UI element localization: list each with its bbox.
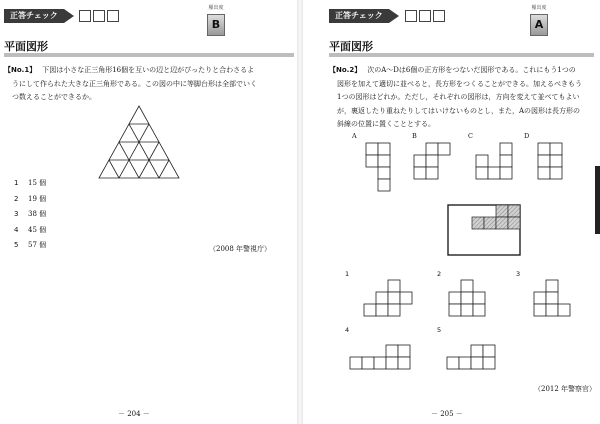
frequency-label: 頻出度 [208, 5, 224, 11]
option-label-2: 2 [437, 270, 442, 278]
edge-thumb-tab [595, 166, 600, 234]
option-label-5: 5 [437, 326, 442, 334]
figure-b [413, 142, 451, 180]
figure-a [365, 142, 391, 192]
option-figure-5[interactable] [446, 344, 496, 370]
figure-label-b: B [412, 132, 417, 140]
question-text: 【No.2】 次のA～Dは6個の正方形をつないだ図形である。これにもう1つの 図形を加えて適切に並べると，長方形をつくることができる。加えるべきもう 1つの図形はどれか。ただし，それぞれの図形は，方向を変えて並べてもよい が，裏返したり重ねたりしてはいけないものとし，また，Aの図形は長方形の 斜線の位置に置くこととする。 [329, 66, 582, 128]
right-page [303, 0, 600, 424]
check-box-2[interactable] [93, 10, 105, 22]
figure-d [537, 142, 563, 180]
option-figure-2[interactable] [448, 279, 486, 317]
option-3[interactable]: 3 38 個 [14, 210, 47, 218]
frequency-badge [524, 4, 554, 38]
option-1[interactable]: 1 15 個 [14, 179, 47, 187]
source-citation: （2008 年警視庁） [209, 245, 272, 253]
frequency-grade: B [207, 14, 225, 36]
section-underline [329, 53, 594, 57]
option-label-4: 4 [345, 326, 350, 334]
option-figure-3[interactable] [533, 279, 571, 317]
answer-options [14, 178, 46, 256]
check-box-1[interactable] [79, 10, 91, 22]
section-underline [4, 53, 294, 57]
question-number: 【No.1】 [4, 66, 37, 74]
answer-check-tab: 正答チェック [329, 9, 389, 23]
page-number: － 205 － [431, 410, 463, 418]
option-2[interactable]: 2 19 個 [14, 194, 47, 203]
question-number: 【No.2】 [329, 66, 362, 74]
figure-label-a: A [352, 132, 357, 140]
question-text: 【No.1】 下図は小さな正三角形16個を互いの辺と辺がぴったりと合わさるよ うにして作られた大きな正三角形である。この図の中に等脚台形は全部でいく つ数えることができるか。 [4, 66, 257, 101]
page-number: － 204 － [118, 410, 150, 418]
section-title: 平面図形 [4, 40, 48, 53]
check-box-3[interactable] [433, 10, 445, 22]
check-box-3[interactable] [107, 10, 119, 22]
target-rectangle [447, 204, 521, 256]
left-page [0, 0, 297, 424]
option-figure-1[interactable] [363, 279, 413, 317]
check-box-2[interactable] [419, 10, 431, 22]
triangle-figure [97, 104, 181, 180]
option-label-3: 3 [516, 270, 521, 278]
figure-label-d: D [524, 132, 530, 140]
figure-c [475, 142, 513, 180]
frequency-badge [201, 4, 231, 38]
section-title: 平面図形 [329, 40, 373, 53]
source-citation: （2012 年警察官） [534, 385, 597, 393]
check-box-1[interactable] [405, 10, 417, 22]
answer-check-tab: 正答チェック [4, 9, 64, 23]
frequency-grade: A [530, 14, 548, 36]
option-4[interactable]: 4 45 個 [14, 225, 47, 234]
option-5[interactable]: 5 57 個 [14, 241, 47, 249]
frequency-label: 頻出度 [531, 5, 547, 11]
option-figure-4[interactable] [349, 344, 411, 370]
figure-label-c: C [468, 132, 473, 140]
option-label-1: 1 [345, 270, 350, 278]
